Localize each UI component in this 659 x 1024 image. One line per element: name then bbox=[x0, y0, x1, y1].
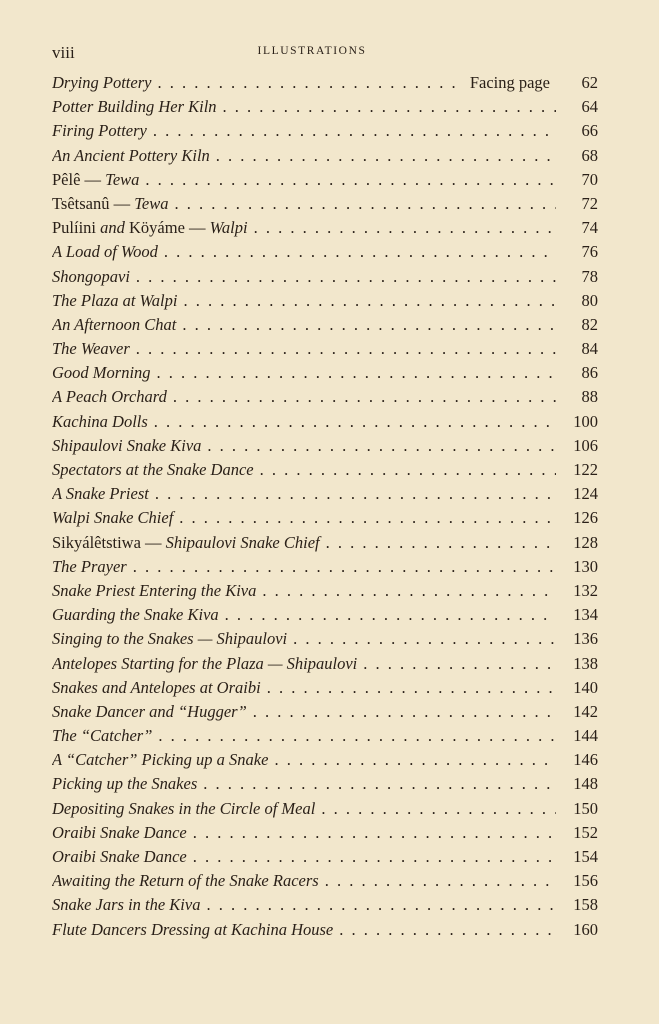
entry-title bbox=[52, 363, 157, 383]
page-number: 78 bbox=[581, 266, 598, 286]
dot-leader bbox=[179, 508, 556, 528]
entry-title bbox=[52, 799, 321, 819]
entry-title bbox=[52, 702, 253, 722]
dot-leader bbox=[155, 484, 556, 504]
entry-title bbox=[52, 170, 145, 190]
list-item bbox=[52, 557, 598, 581]
entry-title bbox=[52, 605, 225, 625]
entry-title-part: Firing Pottery bbox=[52, 121, 147, 141]
dot-leader bbox=[173, 387, 556, 407]
entry-title-part: A Load of Wood bbox=[52, 242, 158, 262]
entry-title bbox=[52, 291, 183, 311]
list-item bbox=[52, 847, 598, 871]
dot-leader bbox=[182, 315, 556, 335]
illustrations-list bbox=[52, 73, 598, 944]
entry-title bbox=[52, 218, 254, 238]
page-number: 156 bbox=[573, 871, 598, 891]
dot-leader bbox=[260, 460, 556, 480]
dot-leader bbox=[207, 436, 556, 456]
list-item bbox=[52, 97, 598, 121]
list-item bbox=[52, 774, 598, 798]
list-item bbox=[52, 533, 598, 557]
page-number: 100 bbox=[573, 411, 598, 431]
entry-title-part: A Peach Orchard bbox=[52, 387, 167, 407]
list-item bbox=[52, 339, 598, 363]
page-number: 124 bbox=[573, 484, 598, 504]
entry-title-part: An Afternoon Chat bbox=[52, 314, 177, 334]
dot-leader bbox=[321, 799, 556, 819]
page-number: 86 bbox=[581, 363, 598, 383]
page-number: 88 bbox=[581, 387, 598, 407]
entry-title bbox=[52, 436, 207, 456]
list-item bbox=[52, 73, 598, 97]
entry-title bbox=[52, 242, 164, 262]
entry-title-part: Pulíini bbox=[52, 218, 101, 238]
page-number: 134 bbox=[573, 605, 598, 625]
entry-title-part: Köyáme — bbox=[124, 218, 210, 238]
entry-title-part: A Snake Priest bbox=[52, 484, 149, 504]
entry-title bbox=[52, 654, 363, 674]
entry-title-part: Shipaulovi Snake Chief bbox=[165, 532, 320, 552]
dot-leader bbox=[253, 702, 556, 722]
facing-page-label: Facing page bbox=[469, 73, 550, 92]
dot-leader bbox=[153, 121, 556, 141]
entry-title-part: Antelopes Starting for the Plaza — Shipaulovi bbox=[52, 653, 358, 673]
entry-title-part: Snake Dancer and “Hugger” bbox=[52, 701, 247, 721]
entry-title-part: Tsêtsanû — bbox=[52, 193, 135, 213]
list-item bbox=[52, 629, 598, 653]
list-item bbox=[52, 412, 598, 436]
list-item bbox=[52, 387, 598, 411]
page-number: 160 bbox=[573, 919, 598, 939]
list-item bbox=[52, 823, 598, 847]
list-item bbox=[52, 920, 598, 944]
dot-leader bbox=[339, 920, 556, 940]
dot-leader bbox=[164, 242, 556, 262]
page-number: 142 bbox=[573, 701, 598, 721]
entry-title-part: An Ancient Pottery Kiln bbox=[52, 145, 210, 165]
page-number: 148 bbox=[573, 774, 598, 794]
dot-leader bbox=[225, 605, 556, 625]
page-number: 126 bbox=[573, 508, 598, 528]
dot-leader bbox=[136, 267, 556, 287]
dot-leader bbox=[325, 871, 556, 891]
list-item bbox=[52, 508, 598, 532]
entry-title bbox=[52, 484, 155, 504]
entry-title bbox=[52, 533, 326, 553]
list-item bbox=[52, 484, 598, 508]
page-number: 72 bbox=[581, 193, 598, 213]
entry-title bbox=[52, 629, 293, 649]
dot-leader bbox=[157, 363, 556, 383]
page-number: 84 bbox=[581, 339, 598, 359]
page-number: 138 bbox=[573, 653, 598, 673]
list-item bbox=[52, 146, 598, 170]
dot-leader bbox=[223, 97, 556, 117]
entry-title bbox=[52, 73, 157, 93]
folio: viii bbox=[52, 43, 75, 62]
entry-title-part: Snake Priest Entering the Kiva bbox=[52, 580, 257, 600]
page-header bbox=[52, 43, 572, 63]
entry-title-part: Oraibi Snake Dance bbox=[52, 822, 187, 842]
page-number: 130 bbox=[573, 556, 598, 576]
dot-leader bbox=[145, 170, 556, 190]
page-number: 68 bbox=[581, 145, 598, 165]
list-item bbox=[52, 702, 598, 726]
dot-leader bbox=[183, 291, 556, 311]
entry-title-part: Walpi bbox=[209, 218, 248, 238]
entry-title bbox=[52, 339, 136, 359]
entry-title-part: Flute Dancers Dressing at Kachina House bbox=[52, 919, 334, 939]
list-item bbox=[52, 315, 598, 339]
entry-title-part: Guarding the Snake Kiva bbox=[52, 605, 219, 625]
entry-title bbox=[52, 267, 136, 287]
dot-leader bbox=[136, 339, 556, 359]
entry-title-part: and bbox=[100, 218, 125, 238]
entry-title-part: Snakes and Antelopes at Oraibi bbox=[52, 677, 261, 697]
entry-title-part: Good Morning bbox=[52, 363, 151, 383]
page-number: 152 bbox=[573, 822, 598, 842]
entry-title-part: Snake Jars in the Kiva bbox=[52, 895, 201, 915]
entry-title-part: Potter Building Her Kiln bbox=[52, 97, 217, 117]
page-number: 146 bbox=[573, 750, 598, 770]
entry-title-part: The Plaza at Walpi bbox=[52, 290, 178, 310]
list-item bbox=[52, 581, 598, 605]
entry-title bbox=[52, 412, 154, 432]
entry-title-part: Tewa bbox=[134, 193, 169, 213]
page-number: 140 bbox=[573, 677, 598, 697]
entry-title bbox=[52, 774, 203, 794]
entry-title bbox=[52, 508, 179, 528]
page-number: 154 bbox=[573, 847, 598, 866]
list-item bbox=[52, 267, 598, 291]
list-item bbox=[52, 291, 598, 315]
entry-title-part: Awaiting the Return of the Snake Racers bbox=[52, 871, 319, 891]
dot-leader bbox=[274, 750, 556, 770]
dot-leader bbox=[158, 726, 556, 746]
entry-title bbox=[52, 750, 274, 770]
entry-title bbox=[52, 194, 175, 214]
entry-title-part: Depositing Snakes in the Circle of Meal bbox=[52, 798, 316, 818]
entry-title bbox=[52, 121, 153, 141]
entry-title bbox=[52, 678, 267, 698]
entry-title-part: Singing to the Snakes — Shipaulovi bbox=[52, 629, 288, 649]
entry-title bbox=[52, 97, 223, 117]
entry-title-part: Kachina Dolls bbox=[52, 411, 148, 431]
dot-leader bbox=[193, 847, 556, 867]
entry-title-part: Tewa bbox=[105, 169, 140, 189]
list-item bbox=[52, 871, 598, 895]
entry-title-part: Picking up the Snakes bbox=[52, 774, 198, 794]
entry-title bbox=[52, 920, 339, 940]
list-item bbox=[52, 242, 598, 266]
page-number: 136 bbox=[573, 629, 598, 649]
page-number: 128 bbox=[573, 532, 598, 552]
entry-title bbox=[52, 460, 260, 480]
dot-leader bbox=[206, 895, 556, 915]
entry-title bbox=[52, 387, 173, 407]
page-number: 106 bbox=[573, 435, 598, 455]
page-number: 64 bbox=[581, 97, 598, 117]
dot-leader bbox=[267, 678, 556, 698]
list-item bbox=[52, 726, 598, 750]
dot-leader bbox=[293, 629, 556, 649]
dot-leader bbox=[175, 194, 556, 214]
entry-title-part: Spectators at the Snake Dance bbox=[52, 460, 254, 479]
page-number: 122 bbox=[573, 460, 598, 479]
entry-title bbox=[52, 895, 206, 915]
list-item bbox=[52, 799, 598, 823]
dot-leader bbox=[193, 823, 556, 843]
entry-title bbox=[52, 557, 133, 577]
page-number: 66 bbox=[581, 121, 598, 141]
entry-title-part: The “Catcher” bbox=[52, 726, 153, 746]
entry-title-part: Drying Pottery bbox=[52, 73, 152, 92]
list-item bbox=[52, 605, 598, 629]
list-item bbox=[52, 678, 598, 702]
page-number: 82 bbox=[581, 314, 598, 334]
dot-leader bbox=[157, 73, 461, 93]
entry-title bbox=[52, 146, 216, 166]
entry-title bbox=[52, 581, 262, 601]
entry-title bbox=[52, 847, 193, 867]
list-item bbox=[52, 170, 598, 194]
page-number: 70 bbox=[581, 169, 598, 189]
page-number: 62 bbox=[581, 73, 598, 92]
dot-leader bbox=[254, 218, 556, 238]
dot-leader bbox=[154, 412, 556, 432]
list-item bbox=[52, 121, 598, 145]
entry-title-part: The Weaver bbox=[52, 339, 130, 359]
list-item bbox=[52, 895, 598, 919]
entry-title bbox=[52, 823, 193, 843]
page-number: 132 bbox=[573, 580, 598, 600]
page-number: 76 bbox=[581, 242, 598, 262]
entry-title-part: A “Catcher” Picking up a Snake bbox=[52, 750, 269, 770]
dot-leader bbox=[216, 146, 556, 166]
running-head: ILLUSTRATIONS bbox=[257, 45, 367, 57]
entry-title-part: The Prayer bbox=[52, 556, 127, 576]
list-item bbox=[52, 218, 598, 242]
dot-leader bbox=[133, 557, 556, 577]
list-item bbox=[52, 363, 598, 387]
entry-title bbox=[52, 871, 325, 891]
page-number: 150 bbox=[573, 798, 598, 818]
list-item bbox=[52, 654, 598, 678]
list-item bbox=[52, 194, 598, 218]
list-item bbox=[52, 436, 598, 460]
page-number: 158 bbox=[573, 895, 598, 915]
entry-title-part: Shongopavi bbox=[52, 266, 130, 286]
entry-title-part: Shipaulovi Snake Kiva bbox=[52, 435, 202, 455]
page-number: 144 bbox=[573, 726, 598, 746]
dot-leader bbox=[326, 533, 556, 553]
page-number: 80 bbox=[581, 290, 598, 310]
dot-leader bbox=[363, 654, 556, 674]
dot-leader bbox=[262, 581, 556, 601]
list-item bbox=[52, 750, 598, 774]
entry-title-part: Walpi Snake Chief bbox=[52, 508, 174, 528]
list-item bbox=[52, 460, 598, 484]
entry-title-part: Oraibi Snake Dance bbox=[52, 847, 187, 866]
entry-title bbox=[52, 315, 182, 335]
entry-title-part: Pêlê — bbox=[52, 169, 106, 189]
entry-title-part: Sikyálêtstiwa — bbox=[52, 532, 166, 552]
entry-title bbox=[52, 726, 158, 746]
page-number: 74 bbox=[581, 218, 598, 238]
dot-leader bbox=[203, 774, 556, 794]
